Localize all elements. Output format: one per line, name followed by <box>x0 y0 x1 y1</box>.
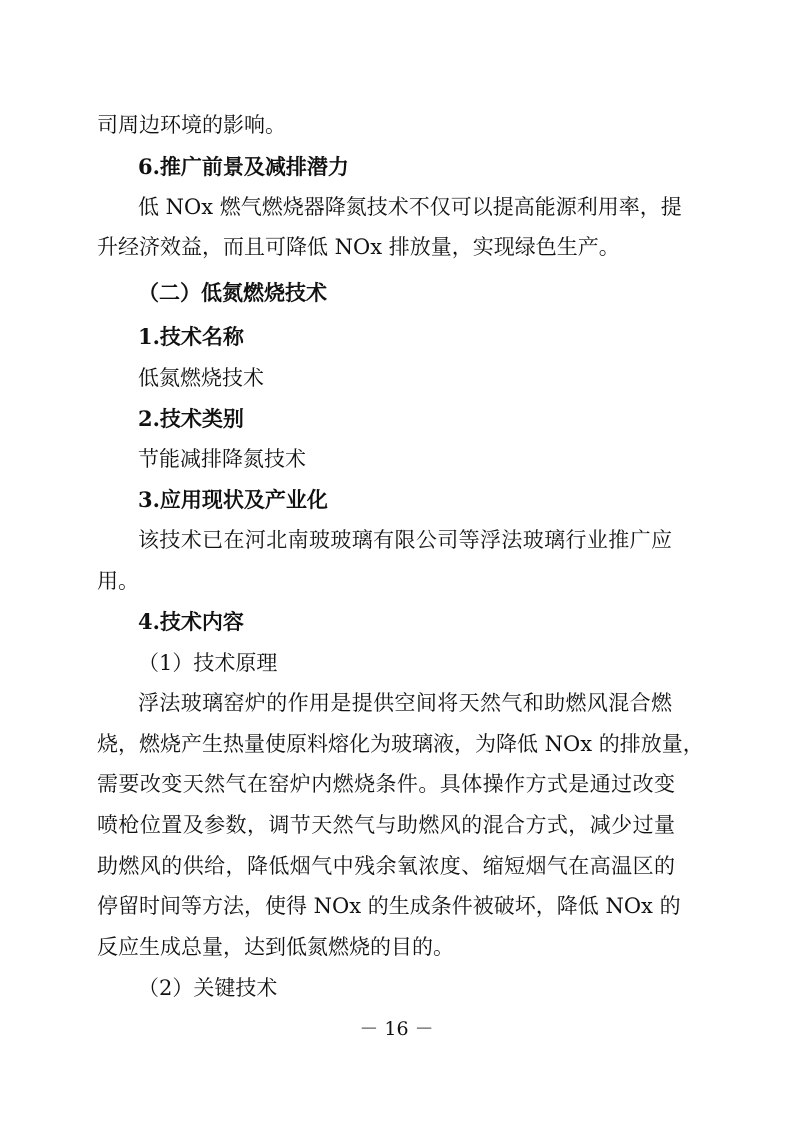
technology-category: 节能减排降氮技术 <box>138 447 306 471</box>
paragraph-line: 该技术已在河北南玻玻璃有限公司等浮法玻璃行业推广应 <box>138 528 672 552</box>
section-heading-3: 3.应用现状及产业化 <box>138 487 328 512</box>
paragraph-line: 浮法玻璃窑炉的作用是提供空间将天然气和助燃风混合燃 <box>138 691 672 715</box>
technology-name: 低氮燃烧技术 <box>138 366 264 390</box>
paragraph-line: 低 NOx 燃气燃烧器降氮技术不仅可以提高能源利用率，提 <box>138 195 682 219</box>
section-heading-1: 1.技术名称 <box>138 324 244 349</box>
section-heading-6: 6.推广前景及减排潜力 <box>138 154 349 179</box>
subsection-heading-principle: （1）技术原理 <box>138 651 278 675</box>
paragraph-line: 用。 <box>97 569 139 593</box>
paragraph-line: 反应生成总量，达到低氮燃烧的目的。 <box>97 935 454 959</box>
paragraph-line: 喷枪位置及参数，调节天然气与助燃风的混合方式，减少过量 <box>97 813 675 837</box>
section-heading-4: 4.技术内容 <box>138 609 244 634</box>
paragraph-line: 停留时间等方法，使得 NOx 的生成条件被破坏，降低 NOx 的 <box>97 894 681 918</box>
page-number: － 16 － <box>359 1018 434 1040</box>
subsection-heading-key-technology: （2）关键技术 <box>138 976 278 1000</box>
paragraph-line: 烧，燃烧产生热量使原料熔化为玻璃液，为降低 NOx 的排放量， <box>97 732 704 756</box>
paragraph-continuation: 司周边环境的影响。 <box>97 113 286 137</box>
paragraph-line: 助燃风的供给，降低烟气中残余氧浓度、缩短烟气在高温区的 <box>97 854 675 878</box>
paragraph-line: 升经济效益，而且可降低 NOx 排放量，实现绿色生产。 <box>97 235 620 259</box>
chapter-heading: （二）低氮燃烧技术 <box>138 280 327 305</box>
section-heading-2: 2.技术类别 <box>138 406 244 431</box>
paragraph-line: 需要改变天然气在窑炉内燃烧条件。具体操作方式是通过改变 <box>97 772 675 796</box>
